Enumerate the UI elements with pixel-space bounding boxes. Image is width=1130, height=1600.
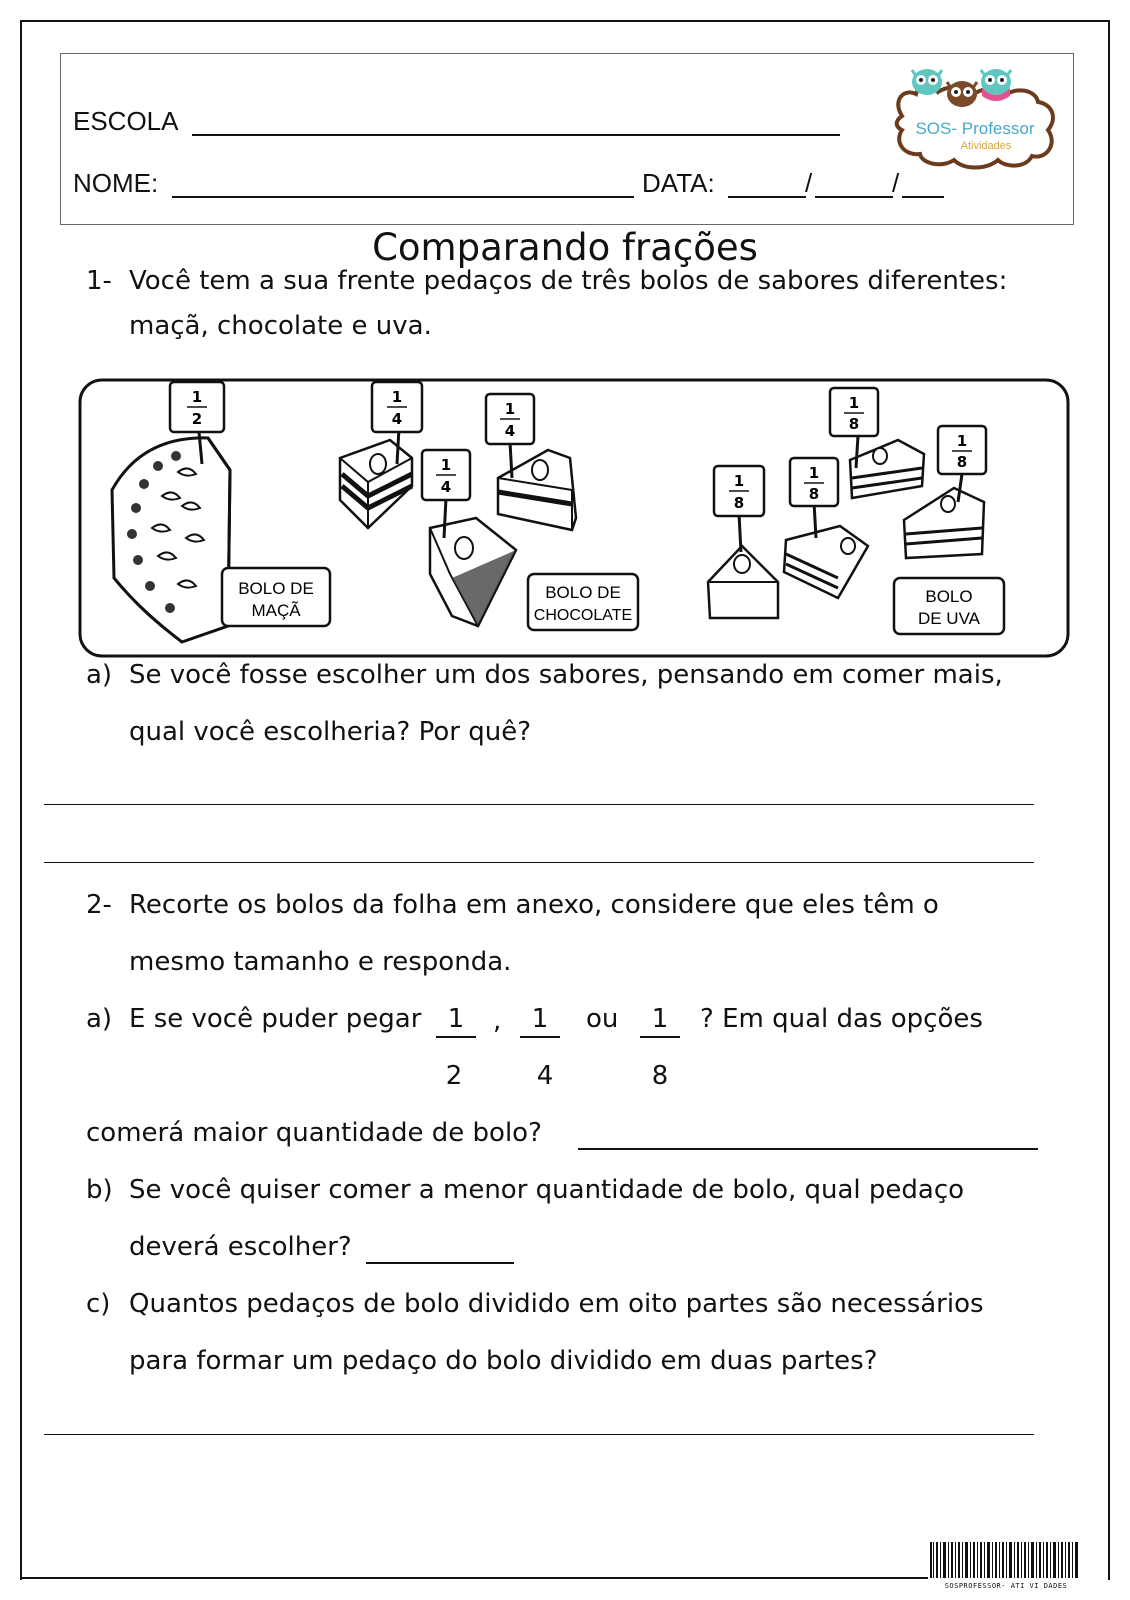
or-word: ou [586,1004,619,1034]
svg-text:1: 1 [848,394,860,412]
fraction-sign-eighth [830,388,878,436]
svg-text:1: 1 [956,432,968,450]
question-2a-text: E se você puder pegar [129,1004,422,1034]
answer-line[interactable] [44,804,1034,805]
question-2c-line-2: para formar um pedaço do bolo dividido em duas partes? [129,1346,878,1376]
svg-text:BOLO: BOLO [925,587,973,606]
question-1a-line-1: Se você fosse escolher um dos sabores, pensando em comer mais, [129,660,1003,690]
svg-text:1: 1 [504,400,516,418]
page-title: Comparando frações [372,226,758,269]
date-year-field[interactable] [902,196,944,198]
question-2c-letter: c) [86,1289,111,1319]
question-2c-line-1: Quantos pedaços de bolo dividido em oito partes são necessários [129,1289,984,1319]
fraction-sign-quarter [372,382,422,432]
fraction-eighth-numerator: 1 [640,1004,680,1038]
page-frame-bottom [20,1577,928,1579]
date-slash: / [805,168,813,198]
answer-line[interactable] [44,1434,1034,1435]
logo-text: SOS- Professor [915,119,1035,138]
question-2-line-1: Recorte os bolos da folha em anexo, considere que eles têm o [129,890,939,920]
question-2b-line-2: deverá escolher? [129,1232,352,1262]
svg-text:MAÇÃ: MAÇÃ [251,601,301,620]
svg-text:BOLO DE: BOLO DE [545,583,621,602]
label-chocolate-cake [528,574,638,630]
name-field[interactable] [172,196,634,198]
svg-text:1: 1 [733,472,745,490]
fraction-half-numerator: 1 [436,1004,476,1038]
svg-text:8: 8 [848,415,860,433]
fraction-quarter-numerator: 1 [520,1004,560,1038]
question-2a-letter: a) [86,1004,113,1034]
svg-text:4: 4 [440,478,452,496]
svg-text:1: 1 [808,464,820,482]
date-month-field[interactable] [815,196,893,198]
question-2a-line-2: comerá maior quantidade de bolo? [86,1118,542,1148]
owl-icon [981,69,1011,101]
question-2b-letter: b) [86,1175,113,1205]
svg-text:4: 4 [504,422,516,440]
question-2-number: 2- [86,890,112,920]
date-day-field[interactable] [728,196,806,198]
label-apple-cake [222,568,330,626]
cakes-illustration [78,378,1070,658]
owl-icon [947,81,977,107]
barcode-text: SOSPROFESSOR- ATI VI DADES [944,1582,1068,1590]
barcode-icon [930,1542,1080,1578]
answer-line[interactable] [366,1262,514,1264]
svg-text:CHOCOLATE: CHOCOLATE [533,607,633,624]
date-slash: / [892,168,900,198]
question-1a-line-2: qual você escolheria? Por quê? [129,717,531,747]
answer-line[interactable] [44,862,1034,863]
svg-text:2: 2 [191,410,203,428]
question-2a-text-after: ? Em qual das opções [700,1004,983,1034]
svg-text:8: 8 [733,494,745,512]
question-1-line-2: maçã, chocolate e uva. [129,311,432,341]
fraction-eighth-denominator: 8 [651,1061,669,1091]
fraction-sign-quarter [486,394,534,444]
owl-icon [912,69,942,95]
svg-text:1: 1 [391,388,403,406]
sos-professor-logo [890,60,1060,172]
fraction-sign-eighth [790,458,838,506]
svg-text:BOLO DE: BOLO DE [238,579,314,598]
fraction-sign-eighth [938,426,986,474]
fraction-half-denominator: 2 [445,1061,463,1091]
svg-text:8: 8 [956,453,968,471]
fraction-sign-half [170,382,224,432]
svg-text:1: 1 [440,456,452,474]
svg-text:1: 1 [191,388,203,406]
question-2-line-2: mesmo tamanho e responda. [129,947,512,977]
question-1-line-1: Você tem a sua frente pedaços de três bolos de sabores diferentes: [129,266,1008,296]
school-label: ESCOLA [73,106,179,136]
answer-line[interactable] [578,1148,1038,1150]
school-field[interactable] [192,134,840,136]
svg-text:4: 4 [391,410,403,428]
label-grape-cake [894,578,1004,634]
fraction-sign-eighth [714,466,764,516]
logo-subtext: Atividades [960,140,1012,152]
fraction-quarter-denominator: 4 [536,1061,554,1091]
date-label: DATA: [642,168,715,198]
svg-text:8: 8 [808,485,820,503]
name-label: NOME: [73,168,159,198]
comma: , [493,1006,502,1036]
question-1a-letter: a) [86,660,113,690]
svg-text:DE UVA: DE UVA [917,609,981,628]
question-1-number: 1- [86,266,112,296]
fraction-sign-quarter [422,450,470,500]
question-2b-line-1: Se você quiser comer a menor quantidade de bolo, qual pedaço [129,1175,965,1205]
